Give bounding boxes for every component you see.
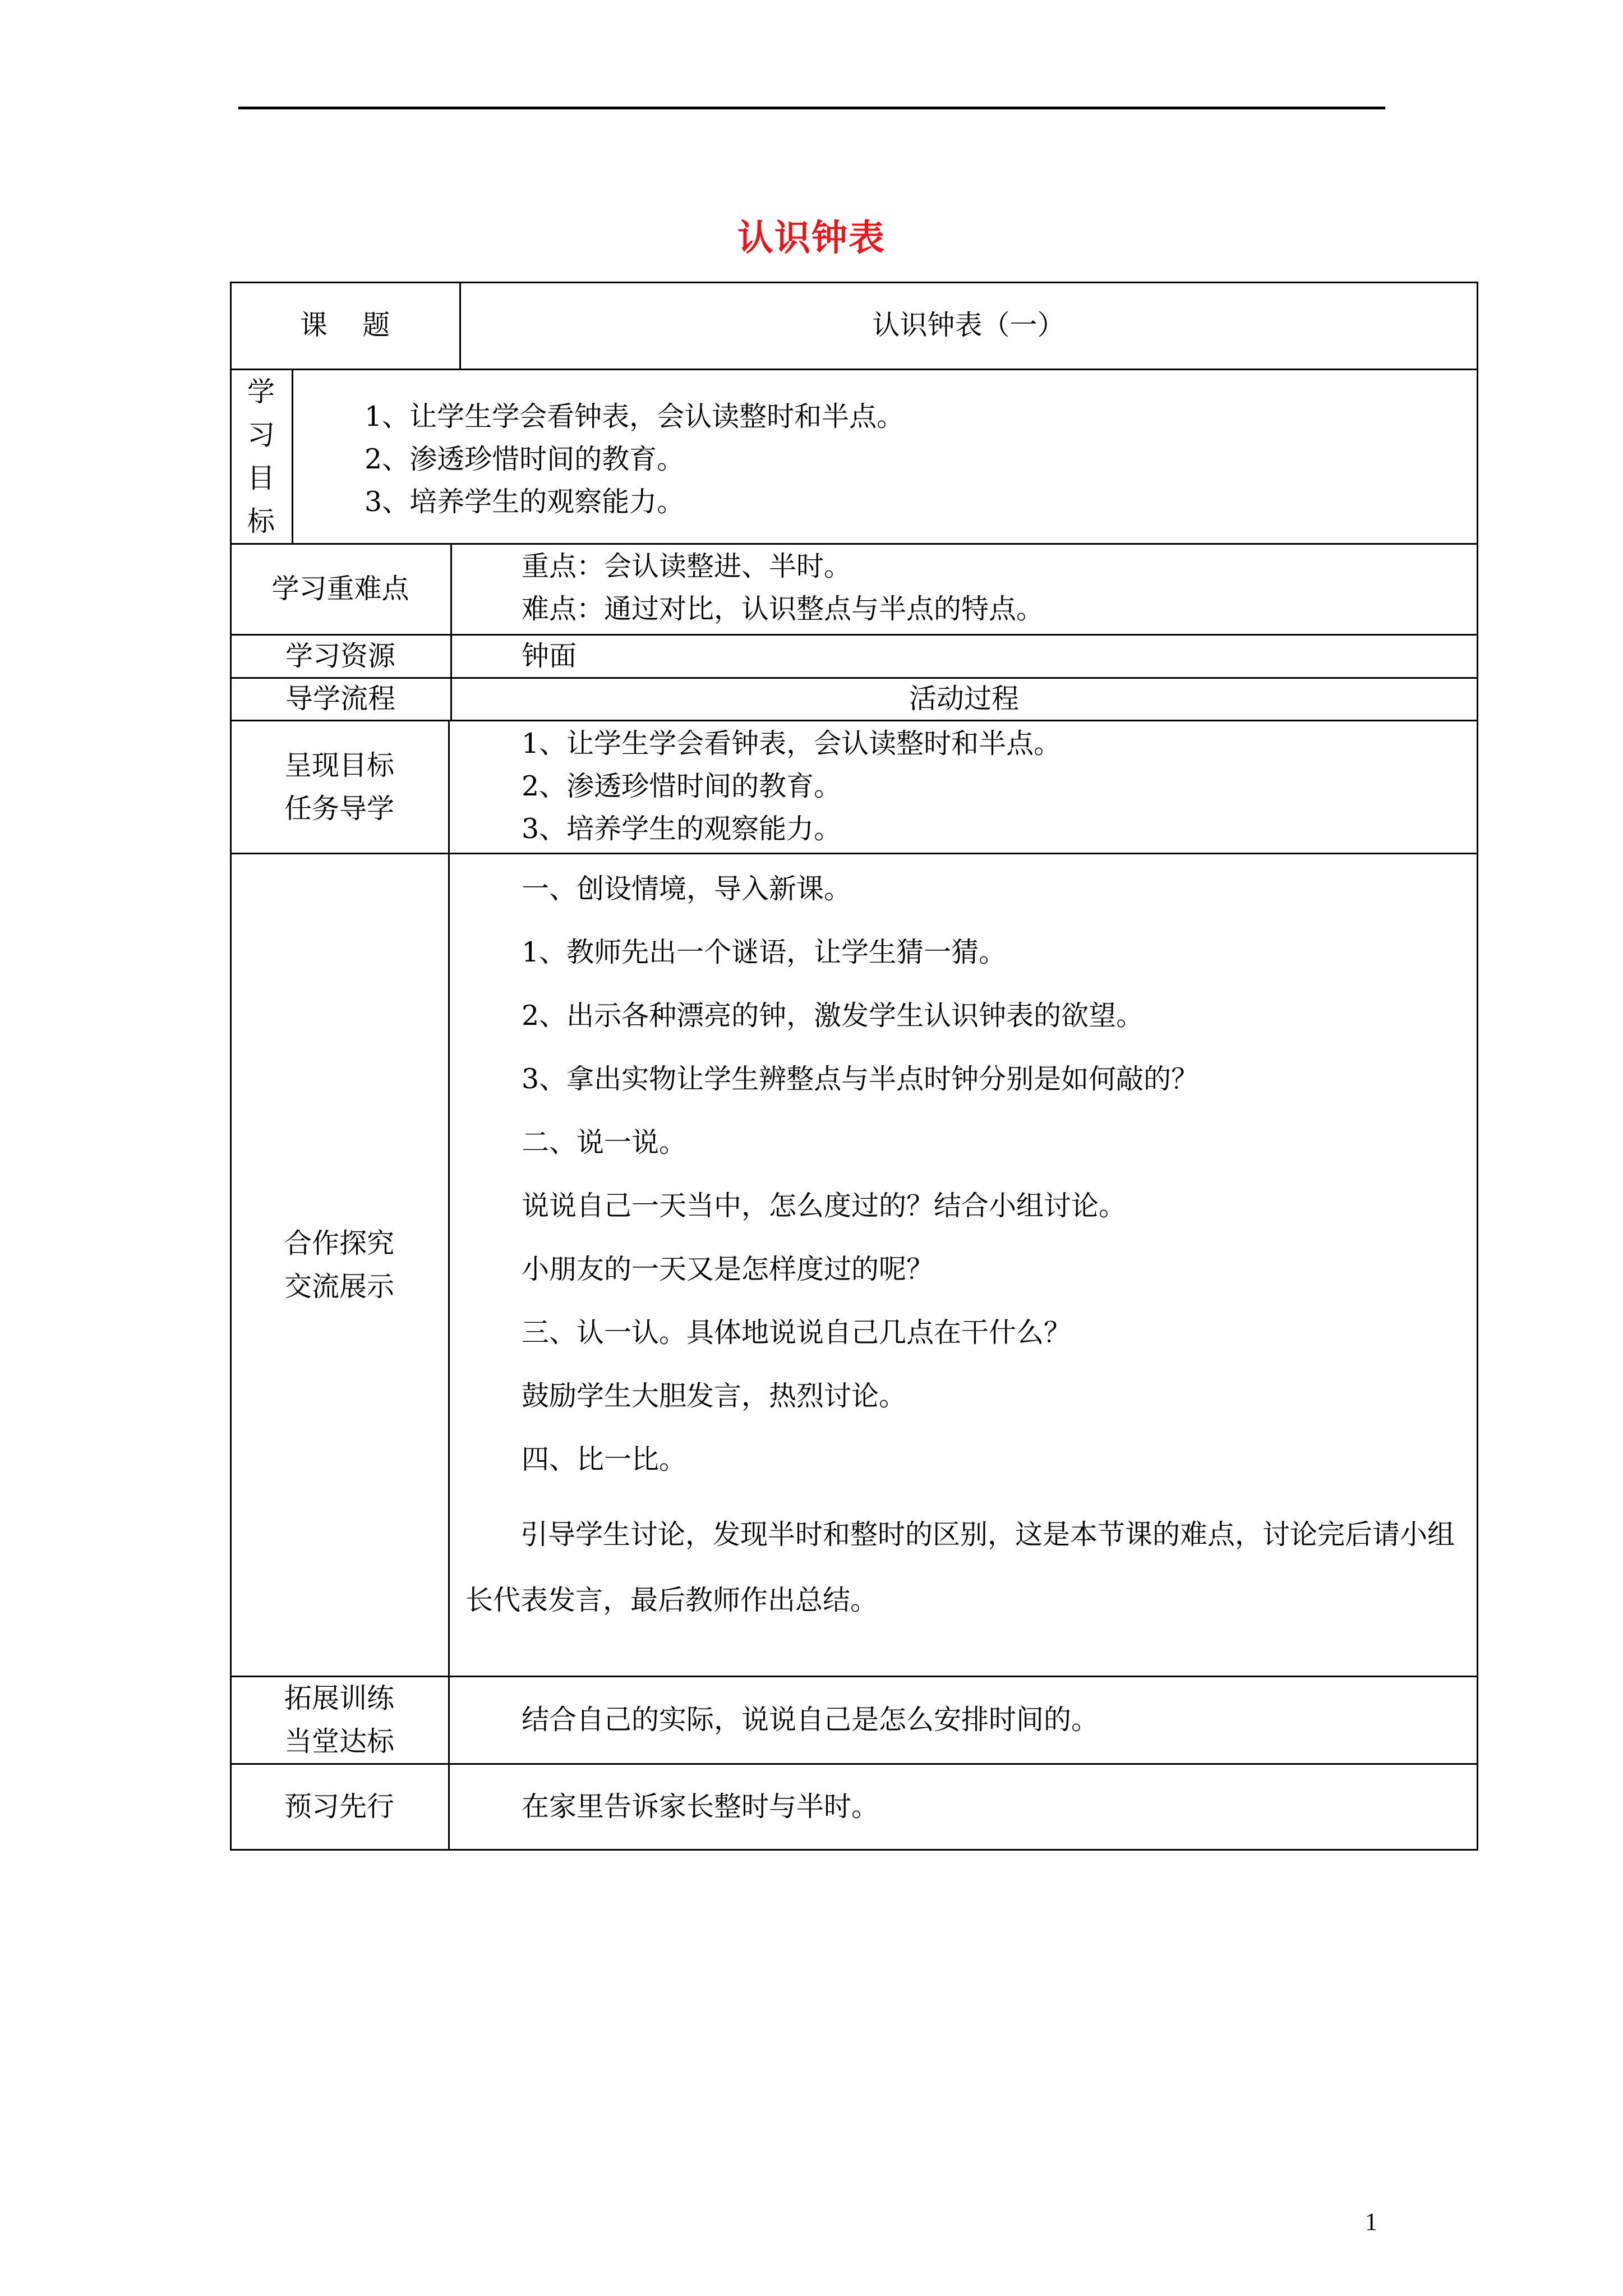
key-point-item: 重点：会认读整进、半时。 [522,550,852,582]
present-goals-label: 呈现目标 任务导学 [284,749,394,825]
document-title: 认识钟表 [737,217,886,259]
preview-label: 预习先行 [284,1790,394,1823]
explore-line: 三、认一认。具体地说说自己几点在干什么？ [522,1317,1072,1349]
resources-label: 学习资源 [285,639,395,672]
key-points-label: 学习重难点 [271,573,409,605]
lesson-value: 认识钟表（一） [872,309,1065,341]
explore-line: 3、拿出实物让学生辨整点与半点时钟分别是如何敲的？ [522,1063,1199,1095]
flow-activity-header: 活动过程 [909,683,1019,715]
lesson-label: 课 题 [299,309,390,341]
explore-line: 小朋友的一天又是怎样度过的呢？ [522,1253,934,1285]
objective-item: 3、培养学生的观察能力。 [365,486,685,518]
extension-label: 拓展训练 当堂达标 [284,1682,394,1757]
explore-paragraph: 引导学生讨论，发现半时和整时的区别，这是本节课的难点，讨论完后请小组长代表发言，最后教师作出总结。 [465,1519,1455,1616]
page-number: 1 [1365,2208,1377,2235]
objective-item: 2、渗透珍惜时间的教育。 [365,443,685,475]
lesson-plan-table [230,282,1478,1851]
explore-content [465,868,1469,1654]
explore-line: 说说自己一天当中，怎么度过的？结合小组讨论。 [522,1190,1127,1222]
preview-value: 在家里告诉家长整时与半时。 [522,1790,879,1823]
explore-label: 合作探究 交流展示 [284,1227,394,1303]
resources-value: 钟面 [522,639,577,672]
objective-item: 1、让学生学会看钟表，会认读整时和半点。 [365,401,905,432]
explore-line: 鼓励学生大胆发言，热烈讨论。 [522,1380,907,1412]
present-goals-list [522,723,1464,850]
explore-line: 四、比一比。 [522,1443,687,1475]
goal-item: 2、渗透珍惜时间的教育。 [522,770,842,802]
key-points-list [522,545,1464,631]
extension-value: 结合自己的实际，说说自己是怎么安排时间的。 [522,1704,1099,1736]
objectives-list [365,395,1458,523]
explore-line: 1、教师先出一个谜语，让学生猜一猜。 [522,936,1007,968]
explore-line: 一、创设情境，导入新课。 [522,873,852,905]
explore-line: 二、说一说。 [522,1126,687,1158]
explore-line: 2、出示各种漂亮的钟，激发学生认识钟表的欲望。 [522,1000,1144,1032]
objectives-label: 学 习 目 标 [247,375,275,537]
flow-label: 导学流程 [285,683,395,715]
header-rule [238,107,1385,109]
key-point-item: 难点：通过对比，认识整点与半点的特点。 [522,593,1044,625]
goal-item: 3、培养学生的观察能力。 [522,813,842,845]
goal-item: 1、让学生学会看钟表，会认读整时和半点。 [522,728,1062,760]
